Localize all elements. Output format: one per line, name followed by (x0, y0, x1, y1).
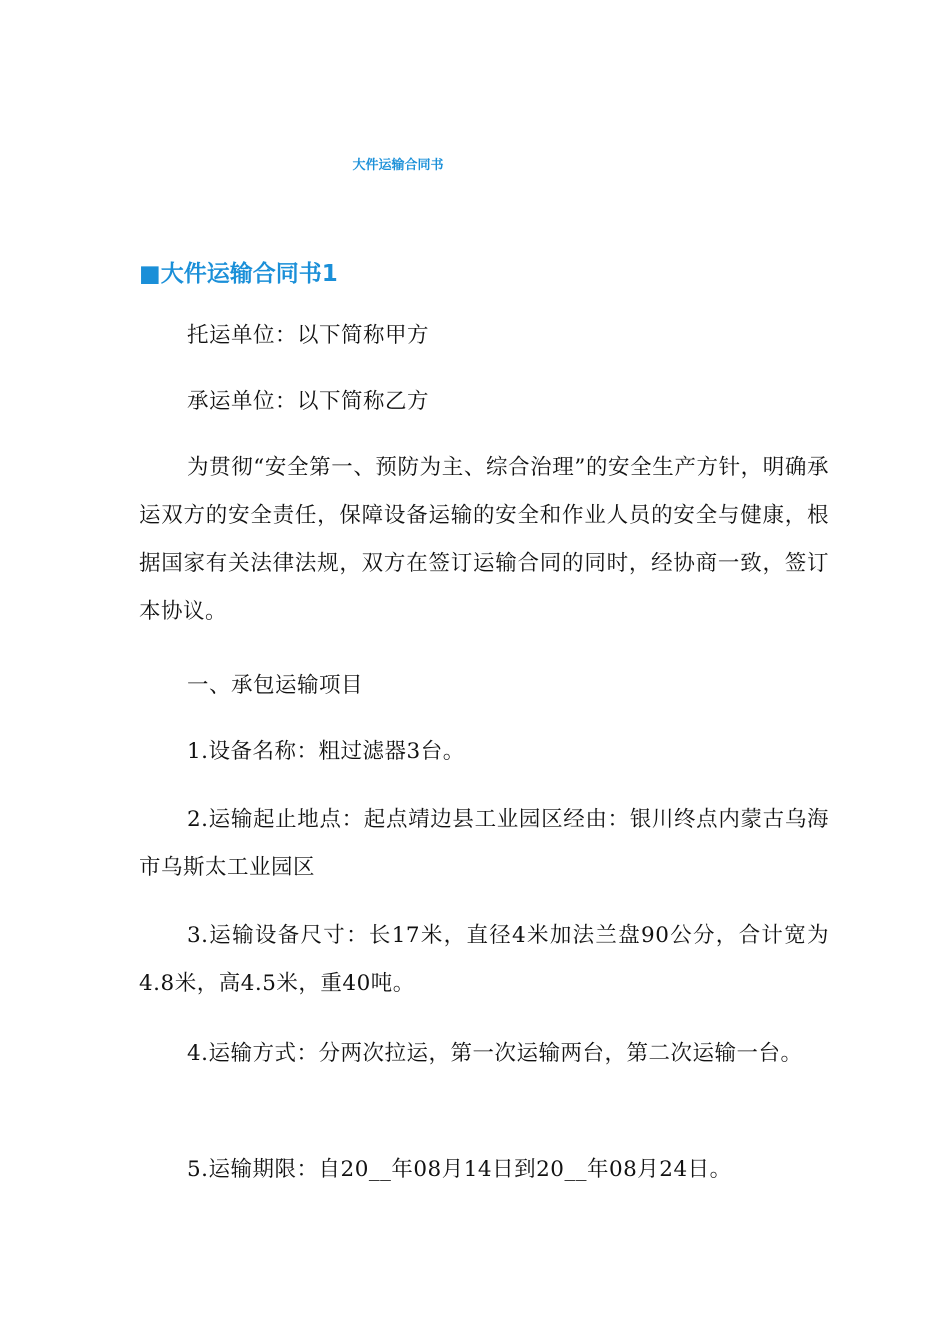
section-heading: ■大件运输合同书1 (139, 261, 338, 287)
consignor-line: 托运单位：以下简称甲方 (187, 323, 430, 348)
clause-transport-method: 4.运输方式：分两次拉运，第一次运输两台，第二次运输一台。 (187, 1041, 803, 1066)
carrier-line: 承运单位：以下简称乙方 (187, 389, 430, 414)
clause-transport-period: 5.运输期限：自20__年08月14日到20__年08月24日。 (187, 1157, 732, 1182)
preamble-paragraph: 为贯彻“安全第一、预防为主、综合治理”的安全生产方针，明确承运双方的安全责任，保障设备运输的安全和作业人员的安全与健康，根据国家有关法律法规，双方在签订运输合同的同时，经协商一致，签订本协议。 (139, 455, 829, 624)
clause-equipment-name: 1.设备名称：粗过滤器3台。 (187, 739, 465, 764)
page-header-title: 大件运输合同书 (352, 158, 444, 173)
clause-transport-route: 2.运输起止地点：起点靖边县工业园区经由：银川终点内蒙古乌海市乌斯太工业园区 (139, 807, 829, 880)
clause-equipment-dimensions: 3.运输设备尺寸：长17米，直径4米加法兰盘90公分，合计宽为4.8米，高4.5米，重40吨。 (139, 923, 829, 996)
section-one-heading: 一、承包运输项目 (187, 673, 364, 698)
